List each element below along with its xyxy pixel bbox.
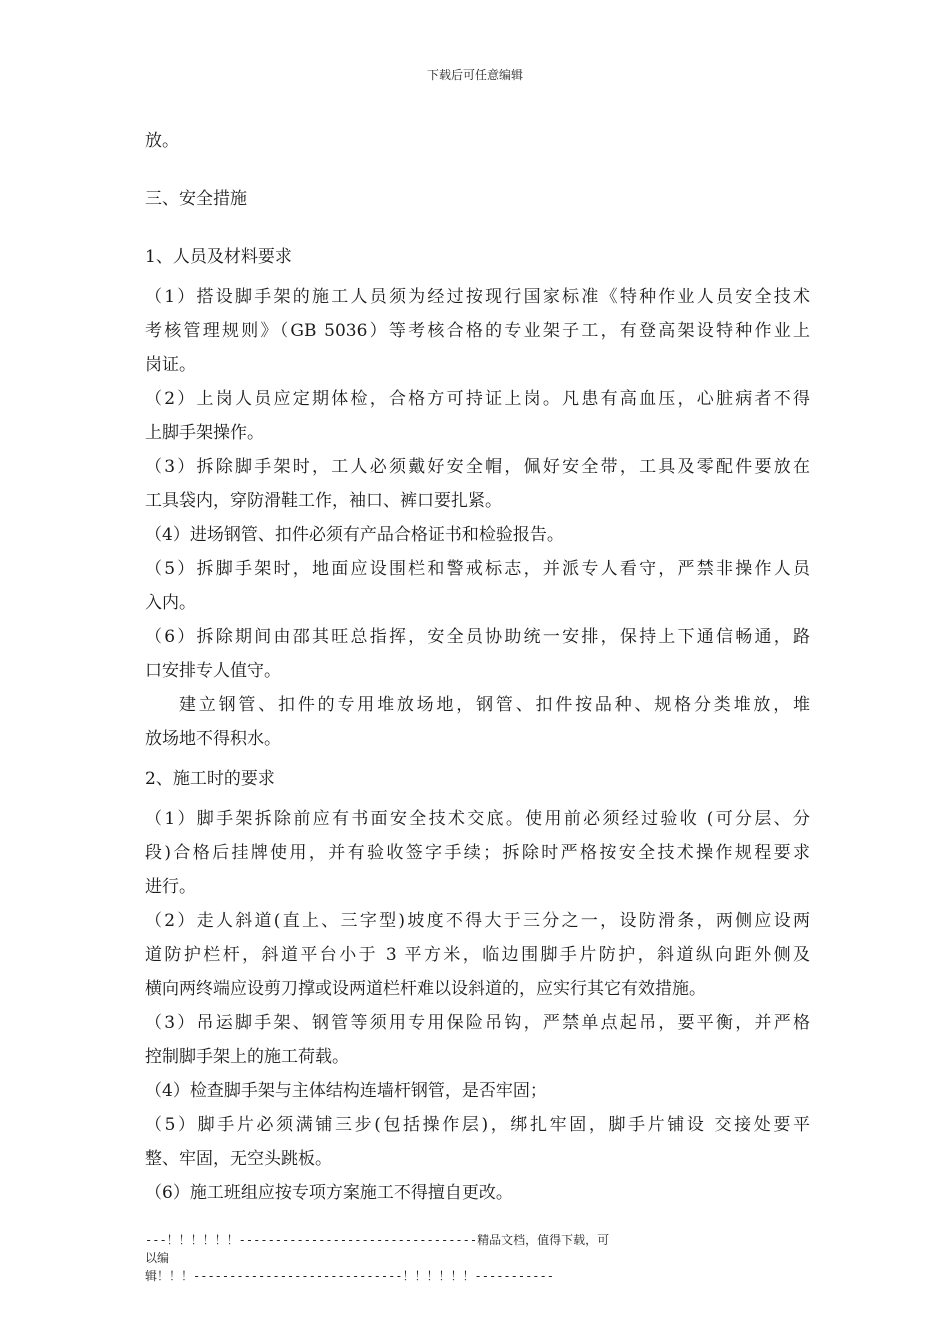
- body-line: 岗证。: [145, 355, 196, 375]
- body-line: 控制脚手架上的施工荷载。: [145, 1047, 349, 1067]
- subsection-heading: 1、人员及材料要求: [145, 247, 292, 267]
- body-line: （2）上岗人员应定期体检，合格方可持证上岗。凡患有高血压，心脏病者不得: [145, 389, 810, 409]
- footer-line: ---！！！！！！---------------------------------精品文档，值得下载，可以编: [145, 1233, 610, 1265]
- body-line: 放。: [145, 131, 179, 151]
- body-line: （1）搭设脚手架的施工人员须为经过按现行国家标准《特种作业人员安全技术: [145, 287, 810, 307]
- body-line: 整、牢固，无空头跳板。: [145, 1149, 332, 1169]
- body-line: （5）拆脚手架时，地面应设围栏和警戒标志，并派专人看守，严禁非操作人员: [145, 559, 810, 579]
- body-line: （4）检查脚手架与主体结构连墙杆钢管，是否牢固；: [145, 1081, 547, 1101]
- body-line: （2）走人斜道(直上、三字型)坡度不得大于三分之一，设防滑条，两侧应设两: [145, 911, 810, 931]
- body-line: 进行。: [145, 877, 196, 897]
- page-footer: [145, 1231, 615, 1285]
- body-line: 工具袋内，穿防滑鞋工作，袖口、裤口要扎紧。: [145, 491, 502, 511]
- body-line: 建立钢管、扣件的专用堆放场地，钢管、扣件按品种、规格分类堆放，堆: [179, 695, 810, 715]
- body-line: 上脚手架操作。: [145, 423, 264, 443]
- page-header: 下载后可任意编辑: [426, 68, 523, 82]
- footer-line: 辑！！！-----------------------------！！！！！！-----------: [145, 1269, 554, 1283]
- body-line: 道防护栏杆，斜道平台小于 3 平方米，临边围脚手片防护，斜道纵向距外侧及: [145, 945, 810, 965]
- body-line: （6）施工班组应按专项方案施工不得擅自更改。: [145, 1183, 513, 1203]
- body-line: 放场地不得积水。: [145, 729, 281, 749]
- body-line: 考核管理规则》（GB 5036）等考核合格的专业架子工，有登高架设特种作业上: [145, 321, 810, 341]
- subsection-heading: 2、施工时的要求: [145, 769, 275, 789]
- body-line: 口安排专人值守。: [145, 661, 281, 681]
- body-line: （6）拆除期间由邵其旺总指挥，安全员协助统一安排，保持上下通信畅通，路: [145, 627, 810, 647]
- body-line: 入内。: [145, 593, 196, 613]
- document-body: [145, 124, 810, 1210]
- body-line: （3）吊运脚手架、钢管等须用专用保险吊钩，严禁单点起吊，要平衡，并严格: [145, 1013, 810, 1033]
- body-line: 横向两终端应设剪刀撑或设两道栏杆难以设斜道的，应实行其它有效措施。: [145, 979, 706, 999]
- body-line: （4）进场钢管、扣件必须有产品合格证书和检验报告。: [145, 525, 564, 545]
- body-line: （1）脚手架拆除前应有书面安全技术交底。使用前必须经过验收 (可分层、分: [145, 809, 810, 829]
- body-line: 段)合格后挂牌使用，并有验收签字手续；拆除时严格按安全技术操作规程要求: [145, 843, 810, 863]
- section-heading: 三、安全措施: [145, 189, 247, 209]
- body-line: （5）脚手片必须满铺三步(包括操作层)，绑扎牢固，脚手片铺设 交接处要平: [145, 1115, 810, 1135]
- body-line: （3）拆除脚手架时，工人必须戴好安全帽，佩好安全带，工具及零配件要放在: [145, 457, 810, 477]
